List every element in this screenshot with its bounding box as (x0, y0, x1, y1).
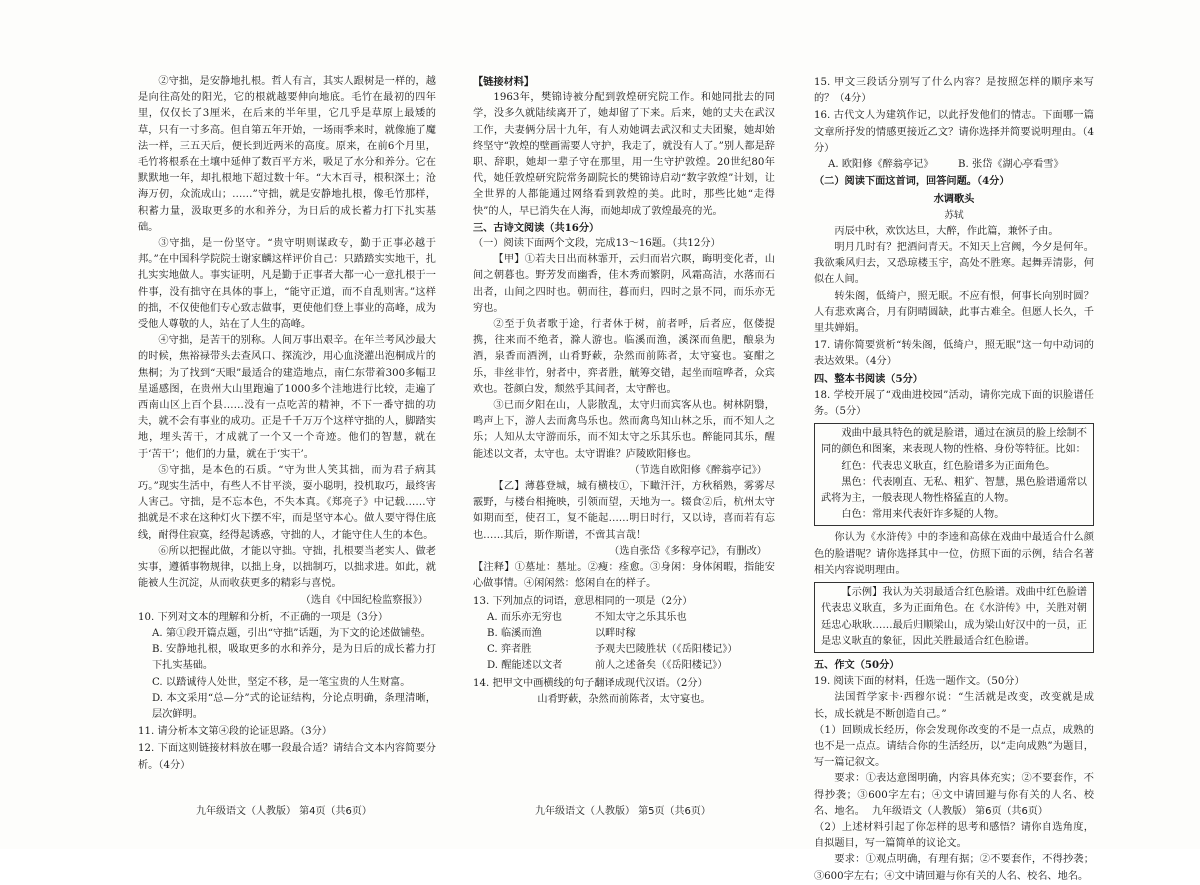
question-16-options (814, 157, 1094, 173)
section-3-title: 三、古诗文阅读（共16分） (473, 221, 600, 234)
question-19-option-1: （1）回顾成长经历，你会发现你改变的不是一点点，成熟的也不是一点点。请结合你的生活经历，以“走向成熟”为题目，写一篇记叙文。 (814, 724, 1094, 769)
text-jia-para-2: ②至于负者歌于途，行者休于树，前者呼，后者应，伛偻提携，往来而不绝者，滁人游也。临溪而渔，溪深而鱼肥，酿泉为酒，泉香而酒洌，山肴野蔌，杂然而前陈者，太守宴也。宴酣之乐，非丝非竹，射者中，弈者胜，觥筹交错，起坐而喧哗者，众宾欢也。苍颜白发，颓然乎其间者，太守醉也。 (473, 319, 775, 395)
question-12: 12. 下面这则链接材料放在哪一段最合适？请结合文本内容简要分析。（4分） (138, 743, 436, 771)
article-source: （选自《中国纪检监察报》） (300, 594, 428, 606)
question-13-option-a (473, 610, 775, 626)
question-15: 15. 甲文三段话分别写了什么内容？是按照怎样的顺序来写的？（4分） (814, 77, 1094, 105)
question-13-option-b (473, 626, 775, 642)
option-d-left: D. 醒能述以文者 (487, 660, 563, 672)
question-10: 10. 下列对文本的理解和分析，不正确的一项是（3分） (138, 611, 389, 623)
poem-title: 水调歌头 (933, 193, 975, 206)
question-11: 11. 请分析本文第④段的论证思路。（3分） (138, 726, 333, 738)
question-19: 19. 阅读下面的材料，任选一题作文。（50分） (814, 676, 1025, 688)
paragraph-6: ⑥所以把握此做，才能以守拙。守拙，扎根要当老实人、做老实事，遵循事物规律，以拙上身，以拙制巧，以拙求进。如此，就能被人生沉淀，从而收获更多的精彩与喜悦。 (138, 545, 436, 590)
box-black: 黑色：代表刚直、无私、粗犷、智慧，黑色脸谱通常以武将为主，一般表现人物性格猛直的人物。 (821, 476, 1087, 505)
question-19-option-1-requirements: 要求：①表达意图明确，内容具体充实；②不要套作，不得抄袭；③600字左右；④文中请回避与你有关的人名、校名、地名。 (814, 773, 1094, 817)
poem-stanza-1: 明月几时有？把酒问青天。不知天上宫阙，今夕是何年。我欲乘风归去，又恐琼楼玉宇，高处不胜寒。起舞弄清影，何似在人间。 (814, 242, 1094, 286)
question-13-option-c (473, 642, 775, 658)
notes: 【注释】①墓址：墓址。②瘦：痊愈。③身闲：身体闲暇，指能安心做事情。④闲闲然：悠闲自在的样子。 (473, 562, 775, 590)
text-jia-para-3: ③已而夕阳在山，人影散乱，太守归而宾客从也。树林阴翳，鸣声上下，游人去而禽鸟乐也。然而禽鸟知山林之乐，而不知人之乐；人知从太守游而乐，而不知太守之乐其乐也。醉能同其乐，醒能述以文者，太守也。太守谓谁？庐陵欧阳修也。 (473, 400, 775, 460)
question-19-option-2-requirements: 要求：①观点明确，有理有据；②不要套作，不得抄袭；③600字左右；④文中请回避与你有关的人名、校名、地名。 (814, 854, 1094, 882)
question-16-option-b: B. 张岱《湖心亭看雪》 (958, 159, 1064, 171)
poem-author: 苏轼 (944, 209, 964, 221)
section-4-title: 四、整本书阅读（5分） (814, 372, 923, 385)
question-13: 13. 下列加点的词语，意思相同的一项是（2分） (473, 595, 693, 607)
example-text: 【示例】我认为关羽最适合红色脸谱。戏曲中红色脸谱代表忠义耿直，多为正面角色。在《水浒传》中，关胜对朝廷忠心耿耿……最后归顺梁山，成为梁山好汉中的一员，正是忠义耿直的象征，因此关胜最适合红色脸谱。 (821, 587, 1087, 647)
paragraph-2: ②守拙，是安静地扎根。哲人有言，其实人跟树是一样的，越是向往高处的阳光，它的根就越要伸向地底。毛竹在最初的四年里，仅仅长了3厘米，在后来的半年里，它几乎是草原上最矮的草，只有一寸多高。但自第五年开始，一场雨季来时，就像施了魔法一样，三五天后，便长到近两米的高度。原来，在前6个月里，毛竹将根系在土壤中延伸了数百平方米，吸足了水分和养分。它在默默地一年，却扎根地下超过数十年。“大木百寻，根积深土；沧海万仞，众流成山；……”守拙，就是安静地扎根，像毛竹那样，积蓄力量，汲取更多的水和养分，为日后的成长蓄力打下扎实基础。 (138, 76, 436, 233)
link-material-text: 1963年，樊锦诗被分配到敦煌研究院工作。和她同批去的同学，没多久就陆续离开了，她却留了下来。后来，她的丈夫在武汉工作，夫妻俩分居十九年，有人劝她调去武汉和丈夫团聚，她却始终坚守“敦煌的壁画需要人守护，我走了，就没有人了。”别人都是辞职、辞职，她却一辈子守在那里，用一生守护敦煌。20世纪80年代，她任敦煌研究院常务副院长的樊锦诗启动“数字敦煌”计划，让全世界的人都能通过网络看到敦煌的美。此时，那些比她“走得快”的人，早已消失在人海，而她却成了敦煌最亮的光。 (473, 92, 775, 217)
page-5-column (473, 74, 775, 790)
paragraph-5: ⑤守拙，是本色的石质。“守为世人笑其拙，而为君子病其巧。”现实生活中，有些人不甘平淡，耍小聪明，投机取巧，最终害人害己。守拙，是不忘本色，不失本真。《郑亮子》中记载……守拙就是不求在这种灯火下摆不牢，而是坚守本心。做人要守得住底线，耐得住寂寞，经得起诱惑，守拙的人，才能守住人生的本色。 (138, 464, 436, 541)
page-5-footer: 九年级语文（人教版） 第5页（共6页） (535, 806, 711, 817)
page-4-column (138, 74, 436, 790)
box-white: 白色：常用来代表奸诈多疑的人物。 (841, 509, 1005, 521)
text-jia-source: （节选自欧阳修《醉翁亭记》） (629, 464, 767, 476)
question-18: 18. 学校开展了“戏曲进校园”活动，请你完成下面的识脸谱任务。（5分） (814, 389, 1094, 418)
question-14-sentence: 山肴野蔌，杂然而前陈者，太守宴也。 (537, 693, 711, 705)
paragraph-3: ③守拙，是一份坚守。“贵守明则谋政专，勤于正事必越于邦。”在中国科学院院士谢家麟这样评价自己：只踏踏实实地干，扎扎实实地做人。事实证明，凡是勤于正事者大都一心一意扎根于一件事，没有拙守在具体的事上，“能守正道，而不自乱则害。”这样的拙，不仅使他们专心致志做事，更使他们登上事业的高峰，成为受他人尊敬的人，站在了人生的高峰。 (138, 238, 436, 331)
box-red: 红色：代表忠义耿直，红色脸谱多为正面角色。 (841, 460, 1056, 472)
option-b-right: 以畔时稼 (595, 627, 636, 639)
page-6-footer: 九年级语文（人教版） 第6页（共6页） (872, 806, 1048, 817)
question-19-material: 法国哲学家卡·西穆尔说：“生活就是改变，改变就是成长，成长就是不断创造自己。” (814, 692, 1094, 720)
question-13-option-d (473, 658, 775, 674)
example-box (814, 582, 1094, 653)
option-a-left: A. 而乐亦无穷也 (487, 611, 562, 623)
page-4-footer: 九年级语文（人教版） 第4页（共6页） (196, 806, 372, 817)
link-material-title: 【链接材料】 (473, 76, 535, 88)
question-16: 16. 古代文人为建筑作记，以此抒发他们的情志。下面哪一篇文章所抒发的情感更接近乙文？请你选择并简要说明理由。（4分） (814, 110, 1094, 154)
option-b-left: B. 临溪而渔 (487, 627, 542, 639)
question-10-option-a: A. 第①段开篇点题，引出“守拙”话题，为下文的论述做铺垫。 (152, 627, 431, 639)
box-intro: 戏曲中最具特色的就是脸谱，通过在演员的脸上绘制不同的颜色和图案，来表现人物的性格、身份等特征。比如： (821, 428, 1087, 456)
option-d-right: 前人之述备矣（《岳阳楼记》） (595, 660, 728, 672)
question-10-option-b: B. 安静地扎根，吸取更多的水和养分，是为日后的成长蓄力打下扎实基础。 (152, 644, 436, 672)
opera-mask-info-box (814, 423, 1094, 526)
question-17: 17. 请你简要赏析“转朱阁，低绮户，照无眠”这一句中动词的表达效果。（4分） (814, 340, 1094, 368)
question-10-option-d: D. 本文采用“总—分”式的论证结构，分论点明确，条理清晰，层次鲜明。 (152, 692, 436, 720)
text-yi-source: （选自张岱《多稼亭记》，有删改） (609, 545, 767, 557)
option-c-right: 予观夫巴陵胜状（《岳阳楼记》） (595, 644, 738, 656)
text-yi: 【乙】薄暮登城，城有横枝①，下瞰汗汗，方秋稻熟，雾雾尽霰野，与楼台相掩映，引领而望，天地为一。辍食②后，杭州太守如期而至，使召工，复不能起……明日时行，又以诗，喜而若有忘也……其后，斯作斯谱，不啻其言哉！ (473, 481, 775, 541)
option-c-left: C. 弈者胜 (487, 644, 532, 656)
question-19-option-2: （2）上述材料引起了你怎样的思考和感悟？请你自选角度，自拟题目，写一篇简单的议论文。 (814, 821, 1094, 850)
text-jia-para-1: 【甲】①若夫日出而林霏开，云归而岩穴暝，晦明变化者，山间之朝暮也。野芳发而幽香，佳木秀而繁阴，风霜高洁，水落而石出者，山间之四时也。朝而往，暮而归，四时之景不同，而乐亦无穷也。 (473, 254, 775, 314)
option-a-right: 不知太守之乐其乐也 (595, 611, 687, 623)
question-14: 14. 把甲文中画横线的句子翻译成现代汉语。（2分） (473, 677, 708, 689)
question-10-option-c: C. 以踏诚待人处世，坚定不移，是一笔宝贵的人生财富。 (152, 676, 411, 688)
section-3-subtitle: （一）阅读下面两个文段，完成13～16题。（共12分） (473, 238, 721, 250)
poem-stanza-2: 转朱阁，低绮户，照无眠。不应有恨，何事长向别时圆？人有悲欢离合，月有阴晴圆缺，此事古难全。但愿人长久，千里共婵娟。 (814, 290, 1094, 335)
question-18-prompt: 你认为《水浒传》中的李逵和高俅在戏曲中最适合什么颜色的脸谱呢？请你选择其中一位，仿照下面的示例，结合名著相关内容说明理由。 (814, 532, 1094, 576)
poem-preface: 丙辰中秋，欢饮达旦，大醉，作此篇，兼怀子由。 (834, 225, 1059, 237)
paragraph-4: ④守拙，是苦干的别称。人间万事出艰辛。在年兰考风沙最大的时候，焦裕禄带头去查风口、探流沙，用心血浇灌出泡桐成片的焦桐；为了找到“天眼”最适合的建造地点，南仁东带着300多幅卫星遥感图，在贵州大山里跑遍了1000多个洼地进行比较，走遍了西南山区上百个县……没有一点吃苦的精神，不下一番守拙的功夫，就不会有事业的成功。正是千千万万个这样守拙的人，脚踏实地，埋头苦干，才成就了一个又一个奇迹。他们的智慧，就在于‘苦干’；他们的力量，就在于‘实干’。 (138, 335, 436, 460)
section-5-title: 五、作文（50分） (814, 658, 900, 671)
section-b-title: （二）阅读下面这首词，回答问题。（4分） (814, 175, 1010, 188)
question-16-option-a: A. 欧阳修《醉翁亭记》 (828, 159, 934, 171)
